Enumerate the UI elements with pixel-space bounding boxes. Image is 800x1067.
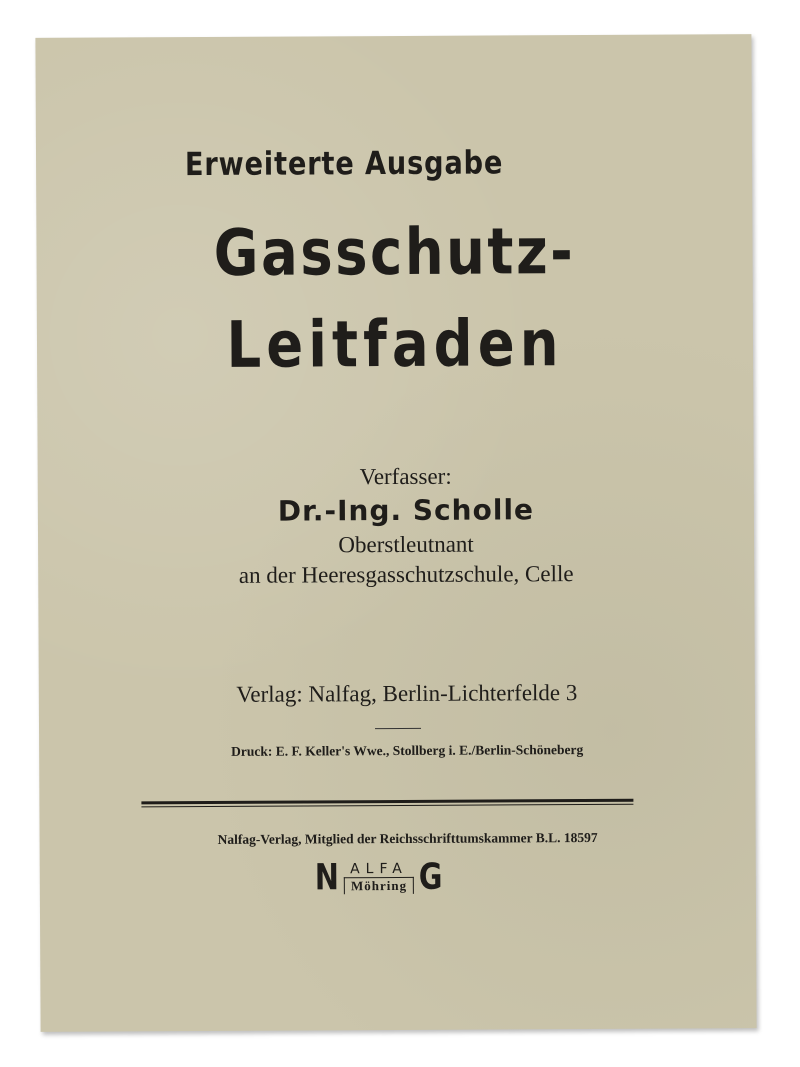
membership-line: Nalfag-Verlag, Mitglied der Reichsschrifttumskammer B.L. 18597 — [217, 829, 598, 847]
author-rank: Oberstleutnant — [338, 531, 474, 558]
publisher-logo — [312, 856, 446, 899]
author-name: Dr.-Ing. Scholle — [277, 493, 535, 528]
book-cover — [35, 34, 756, 1032]
logo-top-text: ALFA — [350, 860, 408, 877]
author-affiliation: an der Heeresgasschutzschule, Celle — [238, 561, 574, 588]
logo-bottom-text: Möhring — [344, 876, 414, 893]
printer-line: Druck: E. F. Keller's Wwe., Stollberg i. E./Berlin-Schöneberg — [231, 742, 584, 759]
edition-label: Erweiterte Ausgabe — [184, 143, 504, 184]
title-line-1: Gasschutz- — [213, 215, 576, 291]
thin-divider — [141, 804, 633, 808]
logo-left-letter: N — [314, 856, 340, 898]
title-line-2: Leitfaden — [226, 307, 564, 383]
logo-right-letter: G — [418, 856, 443, 898]
publisher-line: Verlag: Nalfag, Berlin-Lichterfelde 3 — [236, 680, 578, 707]
author-label: Verfasser: — [359, 463, 452, 490]
short-divider — [375, 728, 421, 729]
